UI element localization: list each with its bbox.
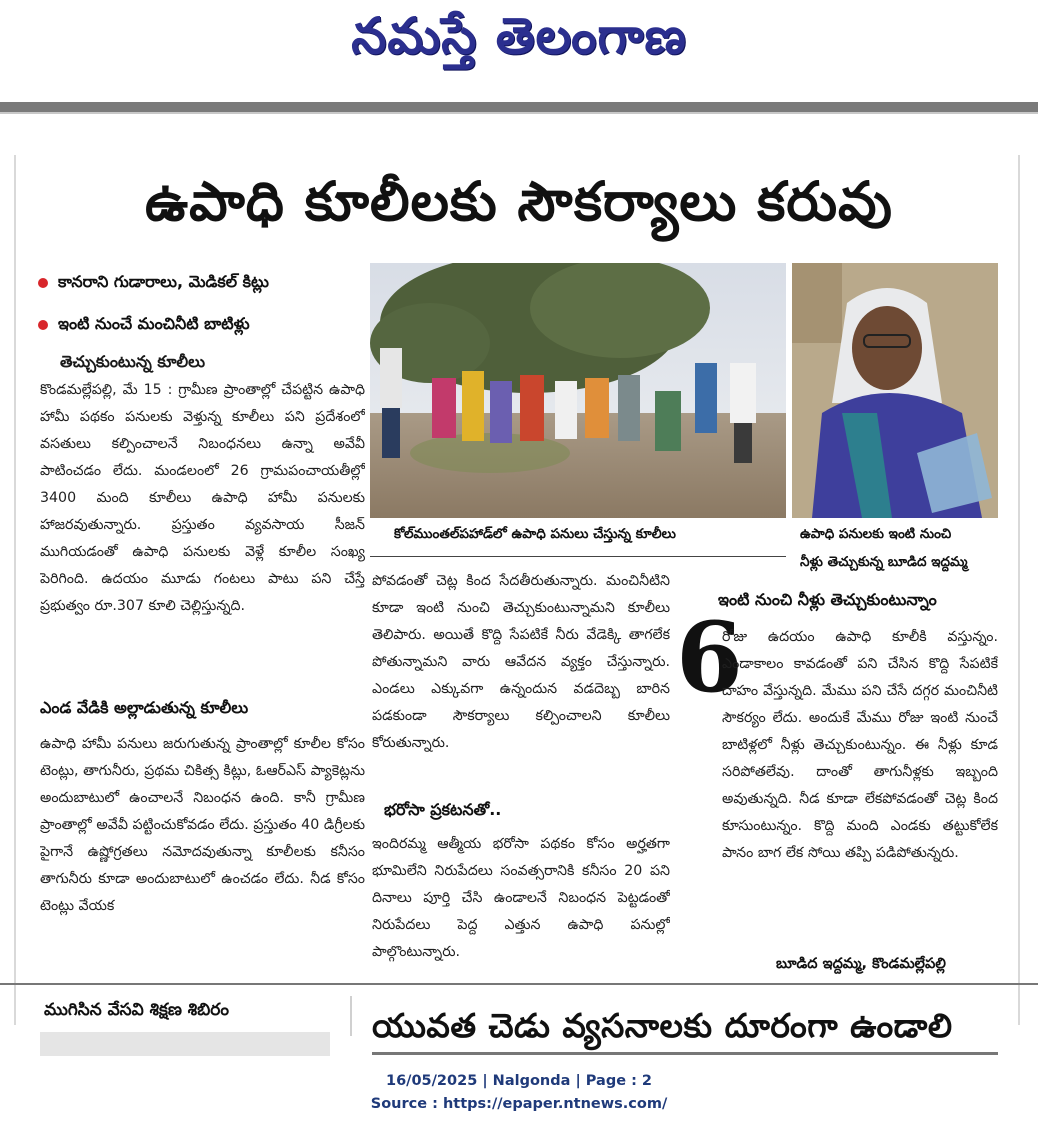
story-separator [350,996,352,1036]
bullet-continuation: తెచ్చుకుంటున్న కూలీలు [60,352,206,371]
photo2-caption-line2: నీళ్లు తెచ్చుకున్న బూడిద ఇద్దమ్మ [800,554,968,570]
quote-paragraph: రోజు ఉదయం ఉపాధి కూలీకి వస్తున్నం. ఎండాకాలం కావడంతో పని చేసిన కొద్ది సేపటికే దాహం వేస్తున్నది. మేము పని చేసే దగ్గర మంచినీటి సౌకర్యం లేదు. అందుకే మేము రోజు ఇంటి నుంచే బాటిళ్లలో నీళ్లు తెచ్చుకుంటున్నం. ఈ నీళ్లు కూడ సరిపోతలేవు. దాంతో తాగునీళ్లకు ఇబ్బంది అవుతున్నది. నీడ కూడా లేకపోవడంతో చెట్ల కింద కూసుంటున్నం. కొద్ది మంది ఎండకు తట్టుకోలేక పానం బాగ లేక సోయి తప్పి పడిపోతున్నరు. [722,629,998,861]
page-edge-right [1018,155,1020,1025]
woman-portrait-photo [792,263,998,518]
column-2-subhead: భరోసా ప్రకటనతో.. [384,800,502,819]
bullet-dot-icon [38,320,48,330]
bullet-dot-icon [38,278,48,288]
story3-underline [372,1052,998,1055]
woman-portrait-illustration [792,263,998,518]
workers-photo-illustration [370,263,786,518]
newspaper-logo: నమస్తే తెలంగాణ [351,6,687,65]
article-paragraph: ఇందిరమ్మ ఆత్మీయ భరోసా పథకం కోసం అర్హతగా భూమిలేని నిరుపేదలు సంవత్సరానికి కనీసం 20 పని దినాలు పూర్తి చేసి ఉండాలనే నిబంధన పెట్టడంతో నిరుపేదలు పెద్ద ఎత్తున ఉపాధి పనుల్లో పాల్గొంటున్నారు. [372,836,670,960]
masthead [0,0,1038,100]
story3-headline: యువత చెడు వ్యసనాలకు దూరంగా ఉండాలి [372,1006,953,1045]
story2-photo-strip [40,1032,330,1056]
footer-source: Source : https://epaper.ntnews.com/ [370,1096,668,1112]
highlight-bullet-1 [38,272,269,295]
story2-headline: ముగిసిన వేసవి శిక్షణ శిబిరం [44,1000,229,1020]
quote-mark: 6 [676,601,743,714]
column-1-para-2 [40,731,365,979]
footer-date-edition: 16/05/2025 | Nalgonda | Page : 2 [385,1073,653,1089]
section-divider [0,983,1038,985]
quote-body [722,624,998,952]
masthead-rule [0,102,1038,112]
highlight-bullet-2 [38,314,250,337]
workers-photo [370,263,786,518]
article-paragraph: పోవడంతో చెట్ల కింద సేదతీరుతున్నారు. మంచినీటిని కూడా ఇంటి నుంచి తెచ్చుకుంటున్నామని కూలీలు తెలిపారు. అయితే కొద్ది సేపటికే నీరు వేడెక్కి తాగలేక పోతున్నామని వారు ఆవేదన వ్యక్తం చేస్తున్నారు. ఎండలు ఎక్కువగా ఉన్నందున వడదెబ్బ బారిన పడకుండా సౌకర్యాలు కల్పించాలని కూలీలు కోరుతున్నారు. [372,573,670,751]
bullet-text: ఇంటి నుంచే మంచినీటి బాటిళ్లు [58,314,250,333]
photo2-caption-line1: ఉపాధి పనులకు ఇంటి నుంచి [800,526,952,542]
page-edge-left [14,155,16,1025]
quote-attribution: బూడిద ఇద్దమ్మ, కొండమల్లేపల్లి [776,956,946,972]
column-1-para-1 [40,377,365,689]
bullet-text: కానరాని గుడారాలు, మెడికల్ కిట్లు [58,272,269,291]
column-2-para-2 [372,831,670,971]
photo1-caption: కోల్‌ముంతల్‌పహాడ్‌లో ఉపాధి పనులు చేస్తున్న కూలీలు [394,526,676,542]
column-1-subhead: ఎండ వేడికి అల్లాడుతున్న కూలీలు [40,698,249,717]
column-2-para-1 [372,568,670,786]
caption-divider [370,556,786,557]
article-paragraph: ఉపాధి హామీ పనులు జరుగుతున్న ప్రాంతాల్లో కూలీల కోసం టెంట్లు, తాగునీరు, ప్రథమ చికిత్స కిట్లు, ఓఆర్ఎస్ ప్యాకెట్లను అందుబాటులో ఉంచాలనే నిబంధన ఉంది. కానీ గ్రామీణ ప్రాంతాల్లో అవేవీ పట్టించుకోవడం లేదు. ప్రస్తుతం 40 డిగ్రీలకు పైగానే ఉష్ణోగ్రతలు నమోదవుతున్నా కూలీలకు కనీసం తాగునీరు కూడా అందుబాటులో ఉంచడం లేదు. నీడ కోసం టెంట్లు వేయక [40,736,365,914]
quote-box-title: ఇంటి నుంచి నీళ్లు తెచ్చుకుంటున్నాం [718,590,937,609]
article-paragraph: కొండమల్లేపల్లి, మే 15 : గ్రామీణ ప్రాంతాల్లో చేపట్టిన ఉపాధి హామీ పథకం పనులకు వెళ్తున్న కూలీలు పని ప్రదేశంలో వసతులు కల్పించాలనే నిబంధనలు ఉన్నా అవేవీ పాటించడం లేదు. మండలంలో 26 గ్రామపంచాయతీల్లో 3400 మంది కూలీలు ఉపాధి హామీ పనులకు హాజరవుతున్నారు. ప్రస్తుతం వ్యవసాయ సీజన్ ముగియడంతో ఉపాధి పనులకు వెళ్లే కూలీల సంఖ్య పెరిగింది. ఉదయం మూడు గంటలు పాటు పని చేస్తే ప్రభుత్వం రూ.307 కూలి చెల్లిస్తున్నది. [40,382,365,614]
masthead-rule-thin [0,112,1038,114]
main-headline: ఉపాధి కూలీలకు సౌకర్యాలు కరువు [145,170,893,233]
